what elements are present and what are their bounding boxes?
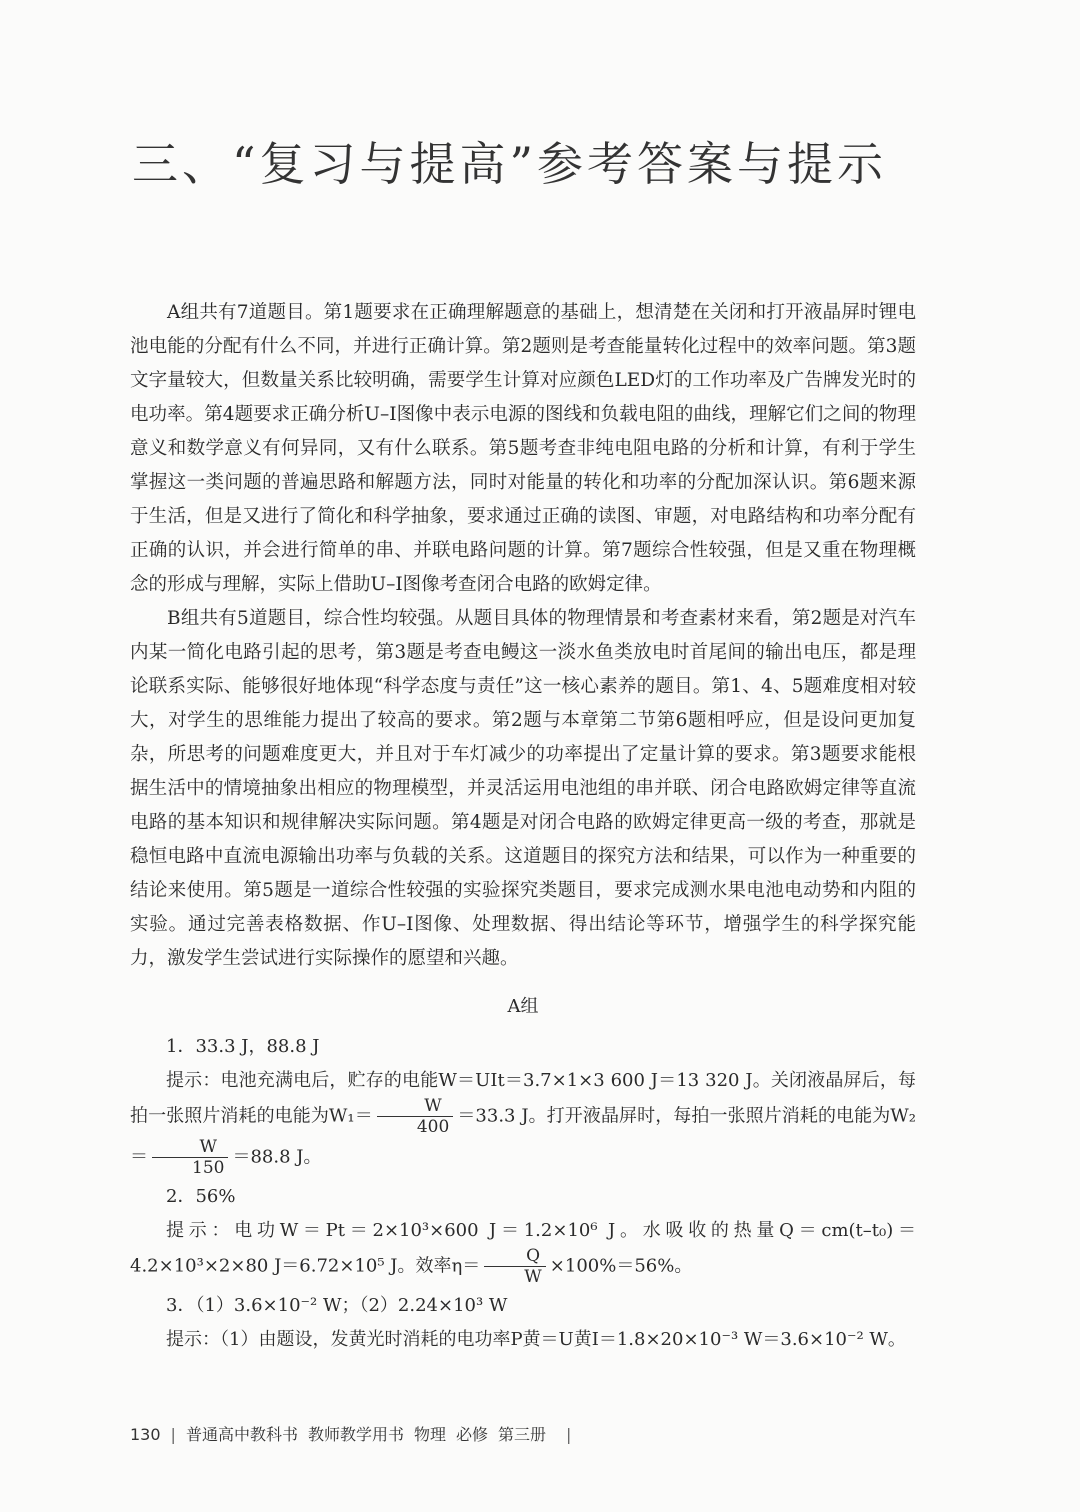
page-title: 三、“复习与提高”参考答案与提示 <box>132 137 888 191</box>
fraction-w-150: $\frac{W}{150}$ <box>152 1137 228 1178</box>
answer-1: 1．33.3 J，88.8 J <box>166 1036 320 1057</box>
footer-type: 必修 <box>455 1425 488 1444</box>
footer-volume: 第三册 <box>498 1425 547 1444</box>
fraction-q-w: $\frac{Q}{W}$ <box>484 1246 545 1287</box>
answer-2: 2．56% <box>166 1186 236 1207</box>
answer-3-hint: 提示：（1）由题设，发黄光时消耗的电功率P黄＝U黄I＝1.8×20×10⁻³ W＝3.6×10⁻² W。 <box>166 1329 906 1350</box>
paragraph-group-a: A组共有7道题目。第1题要求在正确理解题意的基础上，想清楚在关闭和打开液晶屏时锂电池电能的分配有什么不同，并进行正确计算。第2题则是考查能量转化过程中的效率问题。第3题文字量较大，但数量关系比较明确，需要学生计算对应颜色LED灯的工作功率及广告牌发光时的电功率。第4题要求正确分析U–I图像中表示电源的图线和负载电阻的曲线，理解它们之间的物理意义和数学意义有何异同，又有什么联系。第5题考查非纯电阻电路的分析和计算，有利于学生掌握这一类问题的普遍思路和解题方法，同时对能量的转化和功率的分配加深认识。第6题来源于生活，但是又进行了简化和科学抽象，要求通过正确的读图、审题，对电路结构和功率分配有正确的认识，并会进行简单的串、并联电路问题的计算。第7题综合性较强，但是又重在物理概念的形成与理解，实际上借助U–I图像考查闭合电路的欧姆定律。 <box>130 302 916 595</box>
paragraph-group-b: B组共有5道题目，综合性均较强。从题目具体的物理情景和考查素材来看，第2题是对汽车内某一简化电路引起的思考，第3题是考查电鳗这一淡水鱼类放电时首尾间的输出电压，都是理论联系实际、能够很好地体现“科学态度与责任”这一核心素养的题目。第1、4、5题难度相对较大，对学生的思维能力提出了较高的要求。第2题与本章第二节第6题相呼应，但是设问更加复杂，所思考的问题难度更大，并且对于车灯减少的功率提出了定量计算的要求。第3题要求能根据生活中的情境抽象出相应的物理模型，并灵活运用电池组的串并联、闭合电路欧姆定律等直流电路的基本知识和规律解决实际问题。第4题是对闭合电路的欧姆定律更高一级的考查，那就是稳恒电路中直流电源输出功率与负载的关系。这道题目的探究方法和结果，可以作为一种重要的结论来使用。第5题是一道综合性较强的实验探究类题目，要求完成测水果电池电动势和内阻的实验。通过完善表格数据、作U–I图像、处理数据、得出结论等环节，增强学生的科学探究能力，激发学生尝试进行实际操作的愿望和兴趣。 <box>130 608 916 969</box>
footer-divider-end: | <box>566 1425 572 1444</box>
fraction-w-400: $\frac{W}{400}$ <box>377 1096 453 1137</box>
footer-divider: | <box>170 1425 176 1444</box>
answer-2-hint: 提示：电功W＝Pt＝2×10³×600 J＝1.2×10⁶ J。水吸收的热量Q＝cm(t–t₀)＝4.2×10³×2×80 J＝6.72×10⁵ J。效率η＝ $\frac{Q}{W}$ ×100%＝56%。 <box>130 1220 916 1287</box>
page-footer <box>130 1422 581 1445</box>
footer-series: 教师教学用书 <box>307 1425 404 1444</box>
group-a-heading: A组 <box>507 996 539 1017</box>
intro-text <box>130 296 916 976</box>
page-number: 130 <box>130 1425 161 1444</box>
answer-3: 3．（1）3.6×10⁻² W；（2）2.24×10³ W <box>166 1295 508 1316</box>
footer-book: 普通高中教科书 <box>185 1425 298 1444</box>
footer-subject: 物理 <box>413 1425 446 1444</box>
answers-section <box>130 992 916 1359</box>
answer-1-hint: 提示：电池充满电后，贮存的电能W＝UIt＝3.7×1×3 600 J＝13 320 J。关闭液晶屏后，每拍一张照片消耗的电能为W₁＝ $\frac{W}{400}$ ＝33.3 J。打开液晶屏时，每拍一张照片消耗的电能为W₂＝ $\frac{W}{150}$ ＝88.8 J。 <box>130 1070 917 1178</box>
